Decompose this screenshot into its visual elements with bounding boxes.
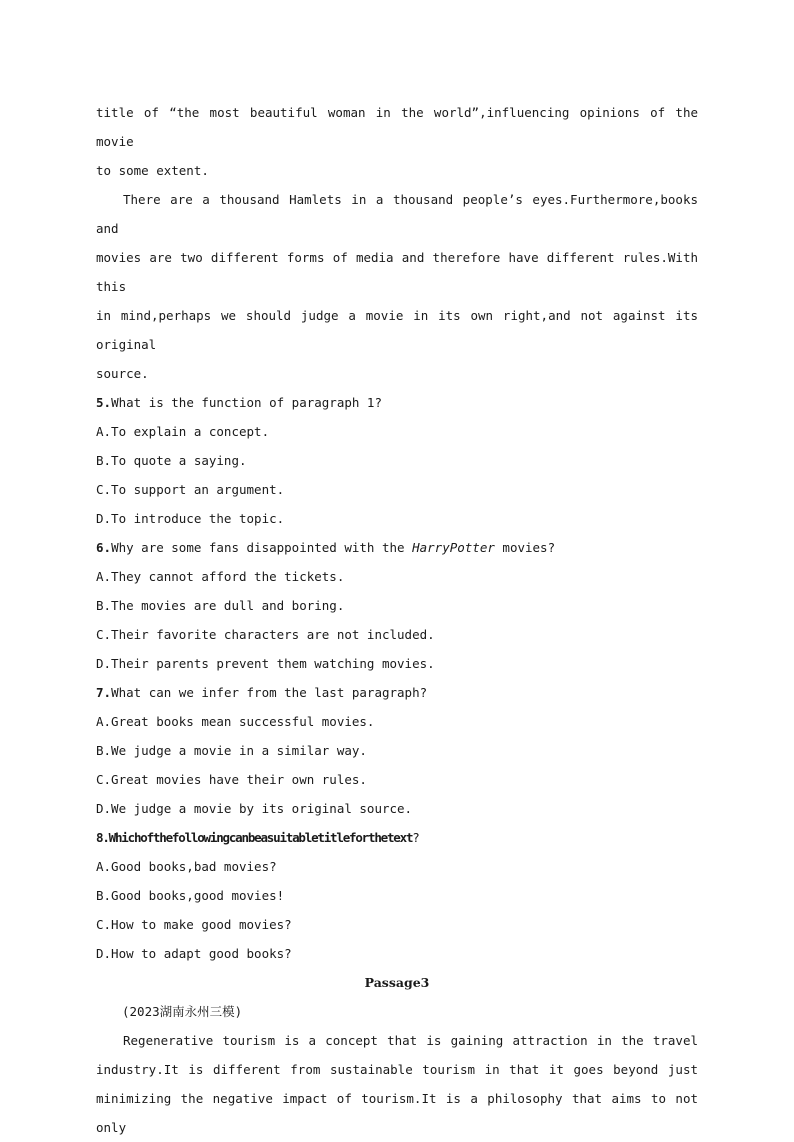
option: C.Great movies have their own rules. <box>96 772 367 787</box>
question-text: movies? <box>494 540 556 555</box>
text-line: in mind,perhaps we should judge a movie in its own right,and not against its original <box>96 308 698 352</box>
text-line: There are a thousand Hamlets in a thousand people’s eyes.Furthermore,books and <box>96 192 698 236</box>
question-text: What is the function of paragraph 1? <box>111 395 382 410</box>
question-italic-title: HarryPotter <box>412 540 495 555</box>
text-line: title of “the most beautiful woman in the world”,influencing opinions of the movie <box>96 105 698 149</box>
option: C.To support an argument. <box>96 482 285 497</box>
option: B.Good books,good movies! <box>96 888 285 903</box>
question-text: What can we infer from the last paragraph? <box>111 685 428 700</box>
option: D.How to adapt good books? <box>96 946 292 961</box>
option: A.Great books mean successful movies. <box>96 714 375 729</box>
question-7 <box>96 678 698 707</box>
question-number: 6. <box>96 540 112 555</box>
text-line: to some extent. <box>96 163 209 178</box>
question-number: 8. <box>96 830 109 845</box>
question-6 <box>96 533 698 562</box>
option: A.They cannot afford the tickets. <box>96 569 345 584</box>
text-line: Regenerative tourism is a concept that is gaining attraction in the travel <box>123 1033 698 1048</box>
text-line: movies are two different forms of media and therefore have different rules.With this <box>96 250 698 294</box>
option: D.We judge a movie by its original source. <box>96 801 413 816</box>
option: D.To introduce the topic. <box>96 511 285 526</box>
passage-source <box>96 997 698 1026</box>
question-number: 7. <box>96 685 112 700</box>
question-8 <box>96 823 698 852</box>
option: C.Their favorite characters are not included. <box>96 627 435 642</box>
text-line: source. <box>96 366 149 381</box>
question-mark: ? <box>412 830 420 845</box>
document-body <box>96 98 698 1142</box>
option: C.How to make good movies? <box>96 917 292 932</box>
question-5 <box>96 388 698 417</box>
option: A.To explain a concept. <box>96 424 270 439</box>
option: B.The movies are dull and boring. <box>96 598 345 613</box>
source-close: ) <box>234 1004 243 1019</box>
source-text: 湖南永州三模 <box>159 1004 235 1019</box>
text-line: minimizing the negative impact of tourism.It is a philosophy that aims to not only <box>96 1091 698 1135</box>
option: D.Their parents prevent them watching movies. <box>96 656 435 671</box>
question-text: Why are some fans disappointed with the <box>111 540 413 555</box>
question-text: Whichofthefollowingcanbeasuitabletitleforthetext <box>108 830 413 845</box>
option: B.To quote a saying. <box>96 453 247 468</box>
question-number: 5. <box>96 395 112 410</box>
passage-title: Passage3 <box>364 975 430 990</box>
option: A.Good books,bad movies? <box>96 859 277 874</box>
text-line: industry.It is different from sustainable tourism in that it goes beyond just <box>96 1062 698 1077</box>
option: B.We judge a movie in a similar way. <box>96 743 367 758</box>
source-open: (2023 <box>122 1004 160 1019</box>
